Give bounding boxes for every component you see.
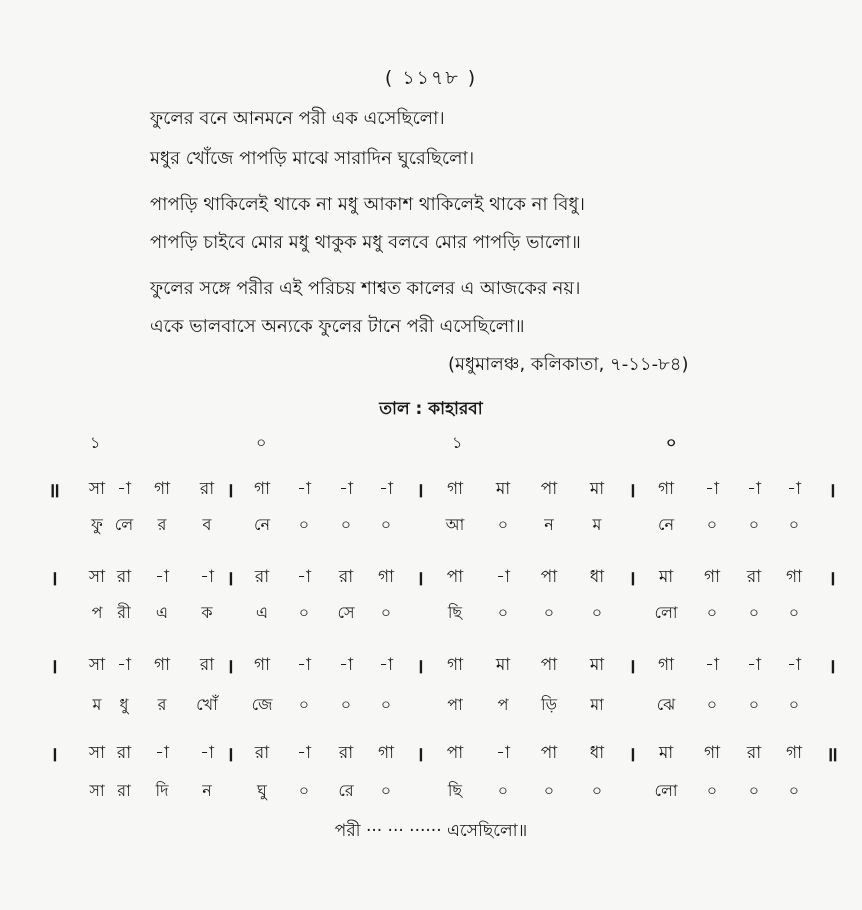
note-cell: গা	[785, 567, 803, 587]
syllable-cell: দি	[155, 781, 169, 800]
syllable-cell: সা	[89, 781, 105, 800]
notation-row	[0, 564, 862, 592]
syllable-cell: জে	[251, 695, 273, 714]
note-cell: -া	[155, 567, 169, 587]
note-cell: -া	[379, 479, 393, 499]
syllable-cell: এ	[255, 603, 269, 622]
syllable-cell: ০	[788, 695, 800, 714]
citation: (মধুমালঞ্চ, কলিকাতা, ৭-১১-৮৪)	[448, 354, 689, 375]
syllable-cell: এ	[155, 603, 169, 622]
lyric-line: ফুলের বনে আনমনে পরী এক এসেছিলো।	[150, 108, 445, 129]
syllable-cell: ০	[497, 515, 509, 534]
syllable-cell: ন	[202, 781, 212, 800]
note-cell: রা	[746, 567, 762, 587]
syllable-cell: র	[157, 695, 167, 714]
bar-line: ।	[50, 654, 58, 678]
syllable-cell: ০	[298, 695, 310, 714]
note-cell: -া	[117, 655, 131, 675]
syllable-cell: ০	[380, 603, 392, 622]
lyric-line: পাপড়ি চাইবে মোর মধু থাকুক মধু বলবে মোর পাপড়ি ভালো॥	[150, 232, 581, 253]
note-cell: গা	[446, 655, 464, 675]
note-cell: -া	[297, 567, 311, 587]
note-cell: রা	[116, 743, 132, 763]
note-cell: গা	[703, 567, 721, 587]
bar-line: ॥	[826, 742, 838, 766]
note-cell: -া	[117, 479, 131, 499]
syllable-row	[0, 512, 862, 540]
syllable-cell: ঝে	[656, 695, 676, 714]
syllable-cell: লো	[654, 781, 678, 800]
page-number: ( ১১৭৮ )	[384, 67, 478, 89]
bar-line: ।	[628, 742, 636, 766]
note-cell: -া	[339, 655, 353, 675]
syllable-cell: ০	[380, 695, 392, 714]
notation-row	[0, 476, 862, 504]
syllable-cell: ০	[788, 781, 800, 800]
note-cell: রা	[338, 743, 354, 763]
note-cell: গা	[153, 655, 171, 675]
note-cell: -া	[200, 567, 214, 587]
note-cell: -া	[496, 567, 510, 587]
syllable-cell: ঘু	[257, 781, 267, 800]
bar-line: ।	[416, 566, 424, 590]
syllable-cell: ধু	[119, 695, 129, 714]
syllable-row	[0, 600, 862, 628]
note-cell: গা	[657, 655, 675, 675]
syllable-cell: ০	[543, 603, 555, 622]
note-cell: -া	[747, 655, 761, 675]
note-cell: -া	[297, 479, 311, 499]
footer-line: পরী ··· ··· ······ এসেছিলো॥	[334, 821, 528, 841]
beat-marker: ১	[452, 433, 463, 452]
syllable-cell: মা	[590, 695, 604, 714]
taal-heading: তাল : কাহারবা	[379, 399, 483, 419]
syllable-cell: রা	[117, 781, 131, 800]
bar-line: ।	[416, 654, 424, 678]
bar-line: ।	[628, 566, 636, 590]
note-cell: মা	[589, 655, 605, 675]
syllable-cell: ন	[544, 515, 554, 534]
syllable-cell: ০	[748, 603, 760, 622]
note-cell: ধা	[589, 567, 605, 587]
note-cell: রা	[746, 743, 762, 763]
syllable-cell: রে	[338, 781, 354, 800]
syllable-cell: ক	[201, 603, 213, 622]
note-cell: -া	[747, 479, 761, 499]
syllable-cell: ০	[591, 781, 603, 800]
syllable-cell: ০	[543, 781, 555, 800]
syllable-cell: সে	[337, 603, 355, 622]
note-cell: রা	[254, 567, 270, 587]
note-cell: সা	[88, 479, 106, 499]
syllable-cell: ০	[591, 603, 603, 622]
syllable-cell: ম	[592, 515, 602, 534]
note-cell: -া	[787, 479, 801, 499]
syllable-cell: ছি	[447, 781, 463, 800]
note-cell: পা	[446, 567, 464, 587]
note-cell: মা	[495, 479, 511, 499]
syllable-cell: ০	[340, 515, 352, 534]
notation-row	[0, 652, 862, 680]
note-cell: রা	[338, 567, 354, 587]
bar-line: ।	[628, 478, 636, 502]
syllable-row	[0, 692, 862, 720]
note-cell: রা	[199, 655, 215, 675]
syllable-cell: ০	[748, 515, 760, 534]
bar-line: ।	[226, 566, 234, 590]
syllable-cell: নে	[253, 515, 271, 534]
note-cell: -া	[339, 479, 353, 499]
note-cell: মা	[589, 479, 605, 499]
syllable-cell: ০	[298, 603, 310, 622]
bar-line: ।	[416, 742, 424, 766]
syllable-cell: পা	[447, 695, 463, 714]
beat-marker: ০	[666, 433, 677, 452]
note-cell: গা	[785, 743, 803, 763]
beat-marker: ০	[256, 433, 267, 452]
note-cell: পা	[540, 567, 558, 587]
note-cell: ধা	[589, 743, 605, 763]
note-cell: -া	[379, 655, 393, 675]
note-cell: -া	[297, 655, 311, 675]
syllable-cell: ব	[202, 515, 212, 534]
note-cell: রা	[254, 743, 270, 763]
note-cell: সা	[88, 743, 106, 763]
syllable-cell: ০	[340, 695, 352, 714]
syllable-cell: ছি	[447, 603, 463, 622]
bar-line: ।	[828, 478, 836, 502]
notation-row	[0, 740, 862, 768]
syllable-cell: ফু	[91, 515, 103, 534]
note-cell: গা	[253, 655, 271, 675]
note-cell: গা	[153, 479, 171, 499]
syllable-cell: ০	[298, 515, 310, 534]
note-cell: মা	[658, 743, 674, 763]
bar-line: ।	[628, 654, 636, 678]
note-cell: সা	[88, 567, 106, 587]
syllable-cell: ০	[298, 781, 310, 800]
syllable-cell: আ	[445, 515, 465, 534]
note-cell: মা	[495, 655, 511, 675]
bar-line: ।	[50, 566, 58, 590]
note-cell: -া	[200, 743, 214, 763]
note-cell: গা	[377, 743, 395, 763]
syllable-cell: ০	[706, 603, 718, 622]
note-cell: -া	[155, 743, 169, 763]
bar-line: ।	[828, 566, 836, 590]
syllable-cell: ০	[748, 695, 760, 714]
note-cell: পা	[540, 655, 558, 675]
bar-line: ।	[828, 654, 836, 678]
syllable-cell: ০	[748, 781, 760, 800]
beat-marker: ১	[90, 433, 101, 452]
syllable-cell: প	[91, 603, 103, 622]
note-cell: পা	[446, 743, 464, 763]
lyric-line: একে ভালবাসে অন্যকে ফুলের টানে পরী এসেছিলো॥	[150, 316, 525, 337]
note-cell: গা	[377, 567, 395, 587]
syllable-cell: খোঁ	[196, 695, 218, 714]
syllable-cell: প	[497, 695, 509, 714]
bar-line: ।	[226, 478, 234, 502]
syllable-cell: ০	[706, 515, 718, 534]
syllable-cell: ড়ি	[540, 695, 558, 714]
syllable-cell: ০	[706, 781, 718, 800]
note-cell: রা	[116, 567, 132, 587]
lyric-line: ফুলের সঙ্গে পরীর এই পরিচয় শাশ্বত কালের এ আজকের নয়।	[150, 278, 581, 299]
syllable-cell: নে	[657, 515, 675, 534]
bar-line: ।	[226, 742, 234, 766]
syllable-cell: ০	[497, 781, 509, 800]
note-cell: গা	[253, 479, 271, 499]
bar-line: ।	[50, 742, 58, 766]
lyric-line: পাপড়ি থাকিলেই থাকে না মধু আকাশ থাকিলেই থাকে না বিধু।	[150, 194, 585, 215]
note-cell: -া	[705, 655, 719, 675]
note-cell: -া	[496, 743, 510, 763]
syllable-cell: ০	[706, 695, 718, 714]
note-cell: -া	[787, 655, 801, 675]
note-cell: গা	[446, 479, 464, 499]
syllable-cell: লো	[654, 603, 678, 622]
note-cell: পা	[540, 743, 558, 763]
syllable-cell: ম	[92, 695, 102, 714]
syllable-row	[0, 778, 862, 806]
syllable-cell: লে	[114, 515, 134, 534]
note-cell: গা	[657, 479, 675, 499]
note-cell: গা	[703, 743, 721, 763]
note-cell: -া	[705, 479, 719, 499]
syllable-cell: ০	[380, 781, 392, 800]
note-cell: -া	[297, 743, 311, 763]
note-cell: রা	[199, 479, 215, 499]
note-cell: পা	[540, 479, 558, 499]
syllable-cell: ০	[380, 515, 392, 534]
note-cell: মা	[658, 567, 674, 587]
bar-line: ।	[226, 654, 234, 678]
note-cell: সা	[88, 655, 106, 675]
syllable-cell: র	[157, 515, 167, 534]
syllable-cell: ০	[788, 603, 800, 622]
syllable-cell: ০	[788, 515, 800, 534]
bar-line: ।	[416, 478, 424, 502]
syllable-cell: ০	[497, 603, 509, 622]
bar-line: ॥	[48, 478, 60, 502]
syllable-cell: রী	[117, 603, 131, 622]
lyric-line: মধুর খোঁজে পাপড়ি মাঝে সারাদিন ঘুরেছিলো।	[150, 148, 475, 169]
